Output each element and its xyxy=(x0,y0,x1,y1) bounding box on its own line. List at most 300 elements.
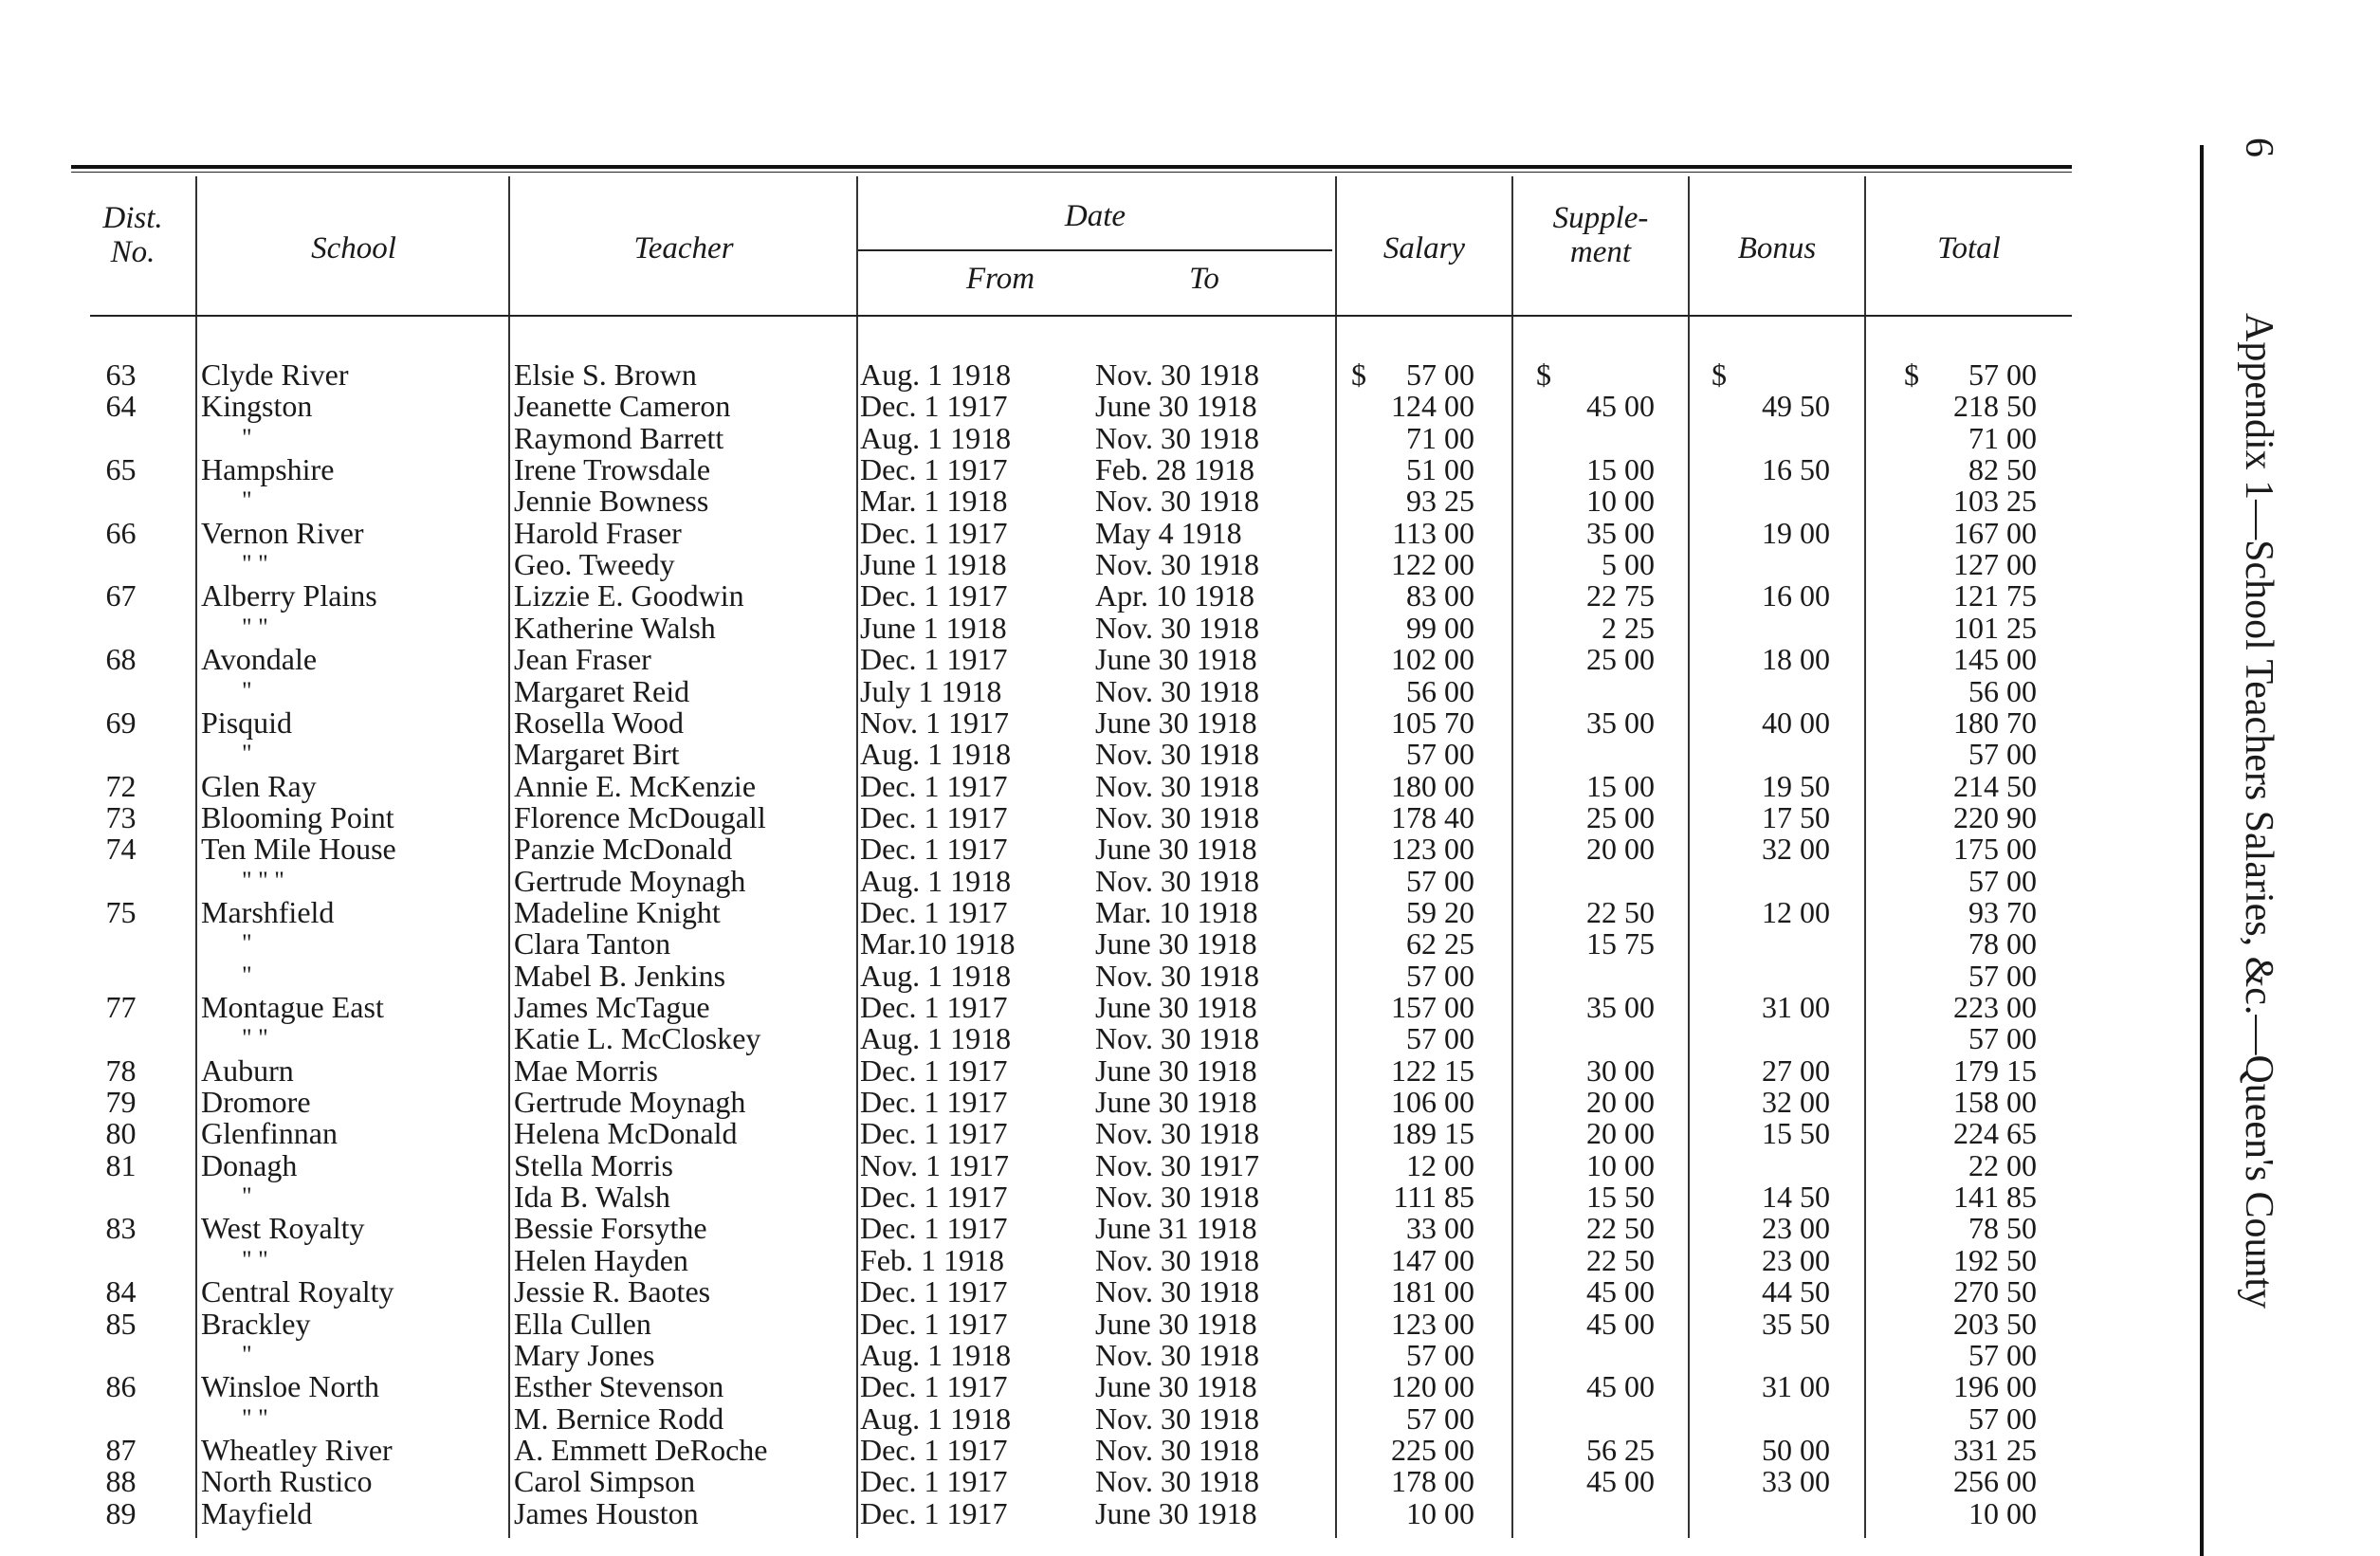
teacher-name: Madeline Knight xyxy=(514,894,721,929)
total-amount: 158 00 xyxy=(1953,1085,2037,1120)
header-bonus: Bonus xyxy=(1737,231,1817,265)
date-from: Dec. 1 1917 xyxy=(860,894,1008,929)
school-name: " xyxy=(242,961,252,989)
table-row xyxy=(0,991,2086,1023)
table-row xyxy=(0,1497,2086,1529)
school-name: Alberry Plains xyxy=(201,578,377,613)
total-amount: 93 70 xyxy=(1968,894,2037,929)
date-from: Dec. 1 1917 xyxy=(860,799,1008,834)
date-to: Nov. 30 1918 xyxy=(1095,357,1260,392)
page-number: 6 xyxy=(2237,137,2280,157)
date-to: Nov. 30 1918 xyxy=(1095,958,1260,993)
dist-number: 89 xyxy=(105,1495,137,1530)
supplement-amount: 20 00 xyxy=(1586,832,1655,867)
header-dist xyxy=(90,201,175,269)
supplement-amount: 45 00 xyxy=(1586,1306,1655,1341)
school-name: " " xyxy=(242,1245,268,1273)
salary-amount: 225 00 xyxy=(1391,1432,1474,1467)
total-amount: 203 50 xyxy=(1953,1306,2037,1341)
date-from: Feb. 1 1918 xyxy=(860,1242,1004,1277)
table-row xyxy=(0,738,2086,770)
total-amount: 256 00 xyxy=(1953,1464,2037,1499)
salary-amount: 120 00 xyxy=(1391,1369,1474,1404)
school-name: Vernon River xyxy=(201,515,364,550)
bonus-amount: 31 00 xyxy=(1762,1369,1830,1404)
total-amount: 196 00 xyxy=(1953,1369,2037,1404)
table-row xyxy=(0,675,2086,707)
date-from: Dec. 1 1917 xyxy=(860,1464,1008,1499)
table-row xyxy=(0,643,2086,675)
bonus-amount: 14 50 xyxy=(1762,1180,1830,1215)
total-amount: 57 00 xyxy=(1968,357,2037,392)
table-row xyxy=(0,1149,2086,1181)
teacher-name: Harold Fraser xyxy=(514,515,682,550)
table-row xyxy=(0,579,2086,612)
bonus-amount: 23 00 xyxy=(1762,1211,1830,1246)
bonus-amount: 18 00 xyxy=(1762,642,1830,677)
date-to: Nov. 30 1918 xyxy=(1095,1464,1260,1499)
total-amount: 78 50 xyxy=(1968,1211,2037,1246)
table-row xyxy=(0,1117,2086,1149)
total-amount: 57 00 xyxy=(1968,958,2037,993)
date-to: Nov. 30 1918 xyxy=(1095,1400,1260,1436)
total-amount: 57 00 xyxy=(1968,737,2037,772)
school-name: Auburn xyxy=(201,1053,294,1088)
teacher-name: A. Emmett DeRoche xyxy=(514,1432,768,1467)
bonus-amount: 40 00 xyxy=(1762,705,1830,740)
supplement-amount: 45 00 xyxy=(1586,1464,1655,1499)
school-name: " xyxy=(242,676,252,705)
date-to: June 30 1918 xyxy=(1095,926,1257,961)
salary-amount: 122 00 xyxy=(1391,547,1474,582)
teacher-name: Mabel B. Jenkins xyxy=(514,958,726,993)
teacher-name: Mae Morris xyxy=(514,1053,658,1088)
date-to: Nov. 30 1918 xyxy=(1095,799,1260,834)
table-row xyxy=(0,422,2086,454)
school-name: " " xyxy=(242,1024,268,1053)
school-name: " xyxy=(242,423,252,451)
bonus-amount: 44 50 xyxy=(1762,1274,1830,1309)
dist-number: 74 xyxy=(105,832,137,867)
salary-amount: 57 00 xyxy=(1406,1021,1474,1056)
school-name: " " xyxy=(242,613,268,641)
supplement-amount: 25 00 xyxy=(1586,799,1655,834)
table-row xyxy=(0,801,2086,833)
bonus-amount: 15 50 xyxy=(1762,1116,1830,1151)
supplement-amount: 22 50 xyxy=(1586,1242,1655,1277)
date-from: Aug. 1 1918 xyxy=(860,1400,1012,1436)
total-amount: 331 25 xyxy=(1953,1432,2037,1467)
total-amount: 57 00 xyxy=(1968,1400,2037,1436)
supplement-amount: 20 00 xyxy=(1586,1116,1655,1151)
teacher-name: Katherine Walsh xyxy=(514,610,716,645)
supplement-amount: 10 00 xyxy=(1586,1147,1655,1182)
date-to: June 30 1918 xyxy=(1095,1495,1257,1530)
table-row xyxy=(0,1339,2086,1371)
school-name: " xyxy=(242,486,252,515)
table-row xyxy=(0,548,2086,580)
total-amount: 141 85 xyxy=(1953,1180,2037,1215)
table-row xyxy=(0,453,2086,485)
supplement-amount: 22 50 xyxy=(1586,894,1655,929)
teacher-name: James Houston xyxy=(514,1495,699,1530)
supplement-amount: 56 25 xyxy=(1586,1432,1655,1467)
teacher-name: Jennie Bowness xyxy=(514,484,709,519)
bonus-amount: 35 50 xyxy=(1762,1306,1830,1341)
supplement-amount: 22 50 xyxy=(1586,1211,1655,1246)
teacher-name: Gertrude Moynagh xyxy=(514,1085,746,1120)
salary-amount: 124 00 xyxy=(1391,389,1474,424)
teacher-name: Raymond Barrett xyxy=(514,420,724,455)
header-school: School xyxy=(311,231,396,265)
salary-amount: 56 00 xyxy=(1406,673,1474,708)
total-amount: 101 25 xyxy=(1953,610,2037,645)
supplement-amount: 25 00 xyxy=(1586,642,1655,677)
date-from: Nov. 1 1917 xyxy=(860,1147,1010,1182)
top-rule-thin xyxy=(71,172,2072,173)
date-from: Dec. 1 1917 xyxy=(860,1211,1008,1246)
total-amount: 218 50 xyxy=(1953,389,2037,424)
total-amount: 78 00 xyxy=(1968,926,2037,961)
date-from: Dec. 1 1917 xyxy=(860,1180,1008,1215)
school-name: Donagh xyxy=(201,1147,298,1182)
total-amount: 10 00 xyxy=(1968,1495,2037,1530)
salary-amount: 57 00 xyxy=(1406,958,1474,993)
salary-amount: 178 00 xyxy=(1391,1464,1474,1499)
school-name: Marshfield xyxy=(201,894,335,929)
date-to: Nov. 30 1918 xyxy=(1095,547,1260,582)
school-name: Brackley xyxy=(201,1306,311,1341)
total-amount: 270 50 xyxy=(1953,1274,2037,1309)
teacher-name: James McTague xyxy=(514,990,710,1024)
date-to: Nov. 30 1918 xyxy=(1095,768,1260,803)
supplement-amount: 35 00 xyxy=(1586,990,1655,1024)
table-row xyxy=(0,390,2086,422)
salary-amount: 33 00 xyxy=(1406,1211,1474,1246)
teacher-name: Jean Fraser xyxy=(514,642,651,677)
supplement-dollar-sign: $ xyxy=(1536,357,1551,392)
dist-number: 84 xyxy=(105,1274,137,1309)
date-from: June 1 1918 xyxy=(860,547,1007,582)
dist-number: 65 xyxy=(105,452,137,487)
top-rule xyxy=(71,165,2072,169)
date-to: Nov. 30 1918 xyxy=(1095,484,1260,519)
table-row xyxy=(0,1212,2086,1244)
date-from: Dec. 1 1917 xyxy=(860,1053,1008,1088)
date-to: June 30 1918 xyxy=(1095,832,1257,867)
dist-number: 77 xyxy=(105,990,137,1024)
header-teacher: Teacher xyxy=(633,231,734,265)
date-to: Feb. 28 1918 xyxy=(1095,452,1254,487)
teacher-name: Katie L. McCloskey xyxy=(514,1021,761,1056)
header-supplement-line2: ment xyxy=(1569,235,1632,269)
teacher-name: Rosella Wood xyxy=(514,705,685,740)
dist-number: 85 xyxy=(105,1306,137,1341)
table-row xyxy=(0,1465,2086,1497)
date-to: Nov. 30 1918 xyxy=(1095,1432,1260,1467)
dist-number: 80 xyxy=(105,1116,137,1151)
bonus-amount: 16 00 xyxy=(1762,578,1830,613)
supplement-amount: 15 00 xyxy=(1586,452,1655,487)
bonus-amount: 16 50 xyxy=(1762,452,1830,487)
salary-amount: 59 20 xyxy=(1406,894,1474,929)
salary-amount: 57 00 xyxy=(1406,1337,1474,1372)
supplement-amount: 45 00 xyxy=(1586,1274,1655,1309)
teacher-name: Geo. Tweedy xyxy=(514,547,675,582)
date-to: Nov. 30 1918 xyxy=(1095,1180,1260,1215)
teacher-name: Panzie McDonald xyxy=(514,832,733,867)
date-from: July 1 1918 xyxy=(860,673,1002,708)
teacher-name: Jessie R. Baotes xyxy=(514,1274,711,1309)
date-from: Dec. 1 1917 xyxy=(860,768,1008,803)
teacher-name: Margaret Reid xyxy=(514,673,690,708)
header-supplement-line1: Supple- xyxy=(1552,201,1649,235)
supplement-amount: 2 25 xyxy=(1602,610,1655,645)
date-to: Nov. 30 1918 xyxy=(1095,1021,1260,1056)
salary-amount: 10 00 xyxy=(1406,1495,1474,1530)
teacher-name: Helen Hayden xyxy=(514,1242,688,1277)
teacher-name: Ida B. Walsh xyxy=(514,1180,670,1215)
table-row xyxy=(0,1402,2086,1435)
total-amount: 223 00 xyxy=(1953,990,2037,1024)
date-to: Nov. 30 1918 xyxy=(1095,737,1260,772)
teacher-name: Stella Morris xyxy=(514,1147,673,1182)
header-from: From xyxy=(965,262,1035,296)
date-from: Aug. 1 1918 xyxy=(860,357,1012,392)
school-name: Ten Mile House xyxy=(201,832,396,867)
bonus-amount: 33 00 xyxy=(1762,1464,1830,1499)
table-row xyxy=(0,358,2086,391)
date-from: Mar.10 1918 xyxy=(860,926,1016,961)
supplement-amount: 10 00 xyxy=(1586,484,1655,519)
salary-amount: 178 40 xyxy=(1391,799,1474,834)
school-name: Glenfinnan xyxy=(201,1116,338,1151)
bonus-amount: 50 00 xyxy=(1762,1432,1830,1467)
salary-amount: 12 00 xyxy=(1406,1147,1474,1182)
date-from: Dec. 1 1917 xyxy=(860,1432,1008,1467)
salary-amount: 123 00 xyxy=(1391,1306,1474,1341)
salary-amount: 147 00 xyxy=(1391,1242,1474,1277)
header-salary: Salary xyxy=(1382,231,1466,265)
date-to: Nov. 30 1917 xyxy=(1095,1147,1260,1182)
salary-amount: 113 00 xyxy=(1392,515,1474,550)
supplement-amount: 30 00 xyxy=(1586,1053,1655,1088)
date-from: Dec. 1 1917 xyxy=(860,1369,1008,1404)
dist-number: 68 xyxy=(105,642,137,677)
salary-amount: 62 25 xyxy=(1406,926,1474,961)
table-row xyxy=(0,1275,2086,1308)
date-from: Aug. 1 1918 xyxy=(860,863,1012,898)
total-amount: 71 00 xyxy=(1968,420,2037,455)
date-to: May 4 1918 xyxy=(1095,515,1242,550)
bonus-amount: 23 00 xyxy=(1762,1242,1830,1277)
total-amount: 179 15 xyxy=(1953,1053,2037,1088)
total-amount: 82 50 xyxy=(1968,452,2037,487)
date-to: June 30 1918 xyxy=(1095,1085,1257,1120)
teacher-name: Clara Tanton xyxy=(514,926,671,961)
header-to: To xyxy=(1189,262,1219,296)
total-amount: 175 00 xyxy=(1953,832,2037,867)
date-to: June 30 1918 xyxy=(1095,389,1257,424)
date-from: Aug. 1 1918 xyxy=(860,420,1012,455)
table-row xyxy=(0,865,2086,897)
total-amount: 22 00 xyxy=(1968,1147,2037,1182)
table-row xyxy=(0,612,2086,644)
date-header-rule xyxy=(858,249,1332,251)
bonus-dollar-sign: $ xyxy=(1712,357,1727,392)
teacher-name: Ella Cullen xyxy=(514,1306,651,1341)
teacher-name: Annie E. McKenzie xyxy=(514,768,757,803)
salary-amount: 180 00 xyxy=(1391,768,1474,803)
date-from: Dec. 1 1917 xyxy=(860,642,1008,677)
date-from: Aug. 1 1918 xyxy=(860,1021,1012,1056)
table-row xyxy=(0,1244,2086,1276)
table-row xyxy=(0,1181,2086,1213)
date-to: June 30 1918 xyxy=(1095,1306,1257,1341)
table-row xyxy=(0,1308,2086,1340)
salary-amount: 189 15 xyxy=(1391,1116,1474,1151)
date-to: June 30 1918 xyxy=(1095,1053,1257,1088)
total-amount: 180 70 xyxy=(1953,705,2037,740)
date-from: Aug. 1 1918 xyxy=(860,737,1012,772)
date-from: Dec. 1 1917 xyxy=(860,1085,1008,1120)
salary-amount: 102 00 xyxy=(1391,642,1474,677)
dist-number: 75 xyxy=(105,894,137,929)
school-name: Dromore xyxy=(201,1085,311,1120)
teacher-name: Lizzie E. Goodwin xyxy=(514,578,744,613)
teacher-name: Florence McDougall xyxy=(514,799,766,834)
total-amount: 214 50 xyxy=(1953,768,2037,803)
salary-amount: 105 70 xyxy=(1391,705,1474,740)
supplement-amount: 15 50 xyxy=(1586,1180,1655,1215)
bonus-amount: 49 50 xyxy=(1762,389,1830,424)
supplement-amount: 20 00 xyxy=(1586,1085,1655,1120)
bonus-amount: 32 00 xyxy=(1762,832,1830,867)
table-row xyxy=(0,485,2086,517)
date-to: June 30 1918 xyxy=(1095,990,1257,1024)
school-name: " xyxy=(242,1182,252,1211)
dist-number: 87 xyxy=(105,1432,137,1467)
date-from: Dec. 1 1917 xyxy=(860,452,1008,487)
header-supplement xyxy=(1513,201,1688,269)
teacher-name: Helena McDonald xyxy=(514,1116,738,1151)
salary-amount: 99 00 xyxy=(1406,610,1474,645)
table-row xyxy=(0,1086,2086,1118)
school-name: Mayfield xyxy=(201,1495,313,1530)
supplement-amount: 45 00 xyxy=(1586,1369,1655,1404)
school-name: Glen Ray xyxy=(201,768,317,803)
dist-number: 69 xyxy=(105,705,137,740)
side-rule xyxy=(2200,145,2204,1556)
salary-amount: 57 00 xyxy=(1406,737,1474,772)
date-to: Mar. 10 1918 xyxy=(1095,894,1258,929)
bonus-amount: 32 00 xyxy=(1762,1085,1830,1120)
dist-number: 73 xyxy=(105,799,137,834)
teacher-name: Bessie Forsythe xyxy=(514,1211,707,1246)
date-from: Dec. 1 1917 xyxy=(860,1495,1008,1530)
total-amount: 220 90 xyxy=(1953,799,2037,834)
teacher-name: Esther Stevenson xyxy=(514,1369,724,1404)
salary-amount: 106 00 xyxy=(1391,1085,1474,1120)
salary-amount: 157 00 xyxy=(1391,990,1474,1024)
dist-number: 83 xyxy=(105,1211,137,1246)
date-from: June 1 1918 xyxy=(860,610,1007,645)
total-amount: 167 00 xyxy=(1953,515,2037,550)
salary-amount: 51 00 xyxy=(1406,452,1474,487)
supplement-amount: 35 00 xyxy=(1586,515,1655,550)
table-row xyxy=(0,833,2086,865)
date-from: Dec. 1 1917 xyxy=(860,1274,1008,1309)
date-to: June 31 1918 xyxy=(1095,1211,1257,1246)
school-name: " " xyxy=(242,550,268,578)
school-name: West Royalty xyxy=(201,1211,365,1246)
header-dist-line2: No. xyxy=(110,235,156,269)
bonus-amount: 12 00 xyxy=(1762,894,1830,929)
school-name: Central Royalty xyxy=(201,1274,394,1309)
date-to: Nov. 30 1918 xyxy=(1095,1337,1260,1372)
teacher-name: Jeanette Cameron xyxy=(514,389,731,424)
date-from: Aug. 1 1918 xyxy=(860,958,1012,993)
teacher-name: M. Bernice Rodd xyxy=(514,1400,724,1436)
date-from: Dec. 1 1917 xyxy=(860,515,1008,550)
salary-amount: 93 25 xyxy=(1406,484,1474,519)
total-amount: 57 00 xyxy=(1968,1337,2037,1372)
total-amount: 127 00 xyxy=(1953,547,2037,582)
salary-amount: 57 00 xyxy=(1406,357,1474,392)
table-row xyxy=(0,1054,2086,1087)
supplement-amount: 5 00 xyxy=(1602,547,1655,582)
salary-amount: 181 00 xyxy=(1391,1274,1474,1309)
dist-number: 63 xyxy=(105,357,137,392)
header-date: Date xyxy=(1064,199,1126,233)
total-amount: 121 75 xyxy=(1953,578,2037,613)
salary-amount: 57 00 xyxy=(1406,863,1474,898)
dist-number: 78 xyxy=(105,1053,137,1088)
school-name: Hampshire xyxy=(201,452,335,487)
table-row xyxy=(0,770,2086,802)
date-from: Dec. 1 1917 xyxy=(860,990,1008,1024)
table-row xyxy=(0,1022,2086,1054)
date-to: Nov. 30 1918 xyxy=(1095,610,1260,645)
school-name: Wheatley River xyxy=(201,1432,393,1467)
date-to: June 30 1918 xyxy=(1095,1369,1257,1404)
dist-number: 79 xyxy=(105,1085,137,1120)
bonus-amount: 19 50 xyxy=(1762,768,1830,803)
date-to: June 30 1918 xyxy=(1095,705,1257,740)
table-row xyxy=(0,1434,2086,1466)
date-to: Nov. 30 1918 xyxy=(1095,420,1260,455)
school-name: Montague East xyxy=(201,990,384,1024)
date-to: Apr. 10 1918 xyxy=(1095,578,1254,613)
supplement-amount: 45 00 xyxy=(1586,389,1655,424)
date-from: Aug. 1 1918 xyxy=(860,1337,1012,1372)
date-from: Dec. 1 1917 xyxy=(860,832,1008,867)
salary-amount: 111 85 xyxy=(1393,1180,1474,1215)
salary-amount: 123 00 xyxy=(1391,832,1474,867)
date-from: Mar. 1 1918 xyxy=(860,484,1008,519)
school-name: " xyxy=(242,929,252,958)
running-title: Appendix 1—School Teachers Salaries, &c.—Queen's County xyxy=(2237,313,2280,1309)
dist-number: 88 xyxy=(105,1464,137,1499)
bonus-amount: 19 00 xyxy=(1762,515,1830,550)
teacher-name: Carol Simpson xyxy=(514,1464,696,1499)
dist-number: 72 xyxy=(105,768,137,803)
school-name: Winsloe North xyxy=(201,1369,380,1404)
salary-amount: 71 00 xyxy=(1406,420,1474,455)
total-amount: 145 00 xyxy=(1953,642,2037,677)
header-total: Total xyxy=(1937,231,2001,265)
table-row xyxy=(0,706,2086,739)
